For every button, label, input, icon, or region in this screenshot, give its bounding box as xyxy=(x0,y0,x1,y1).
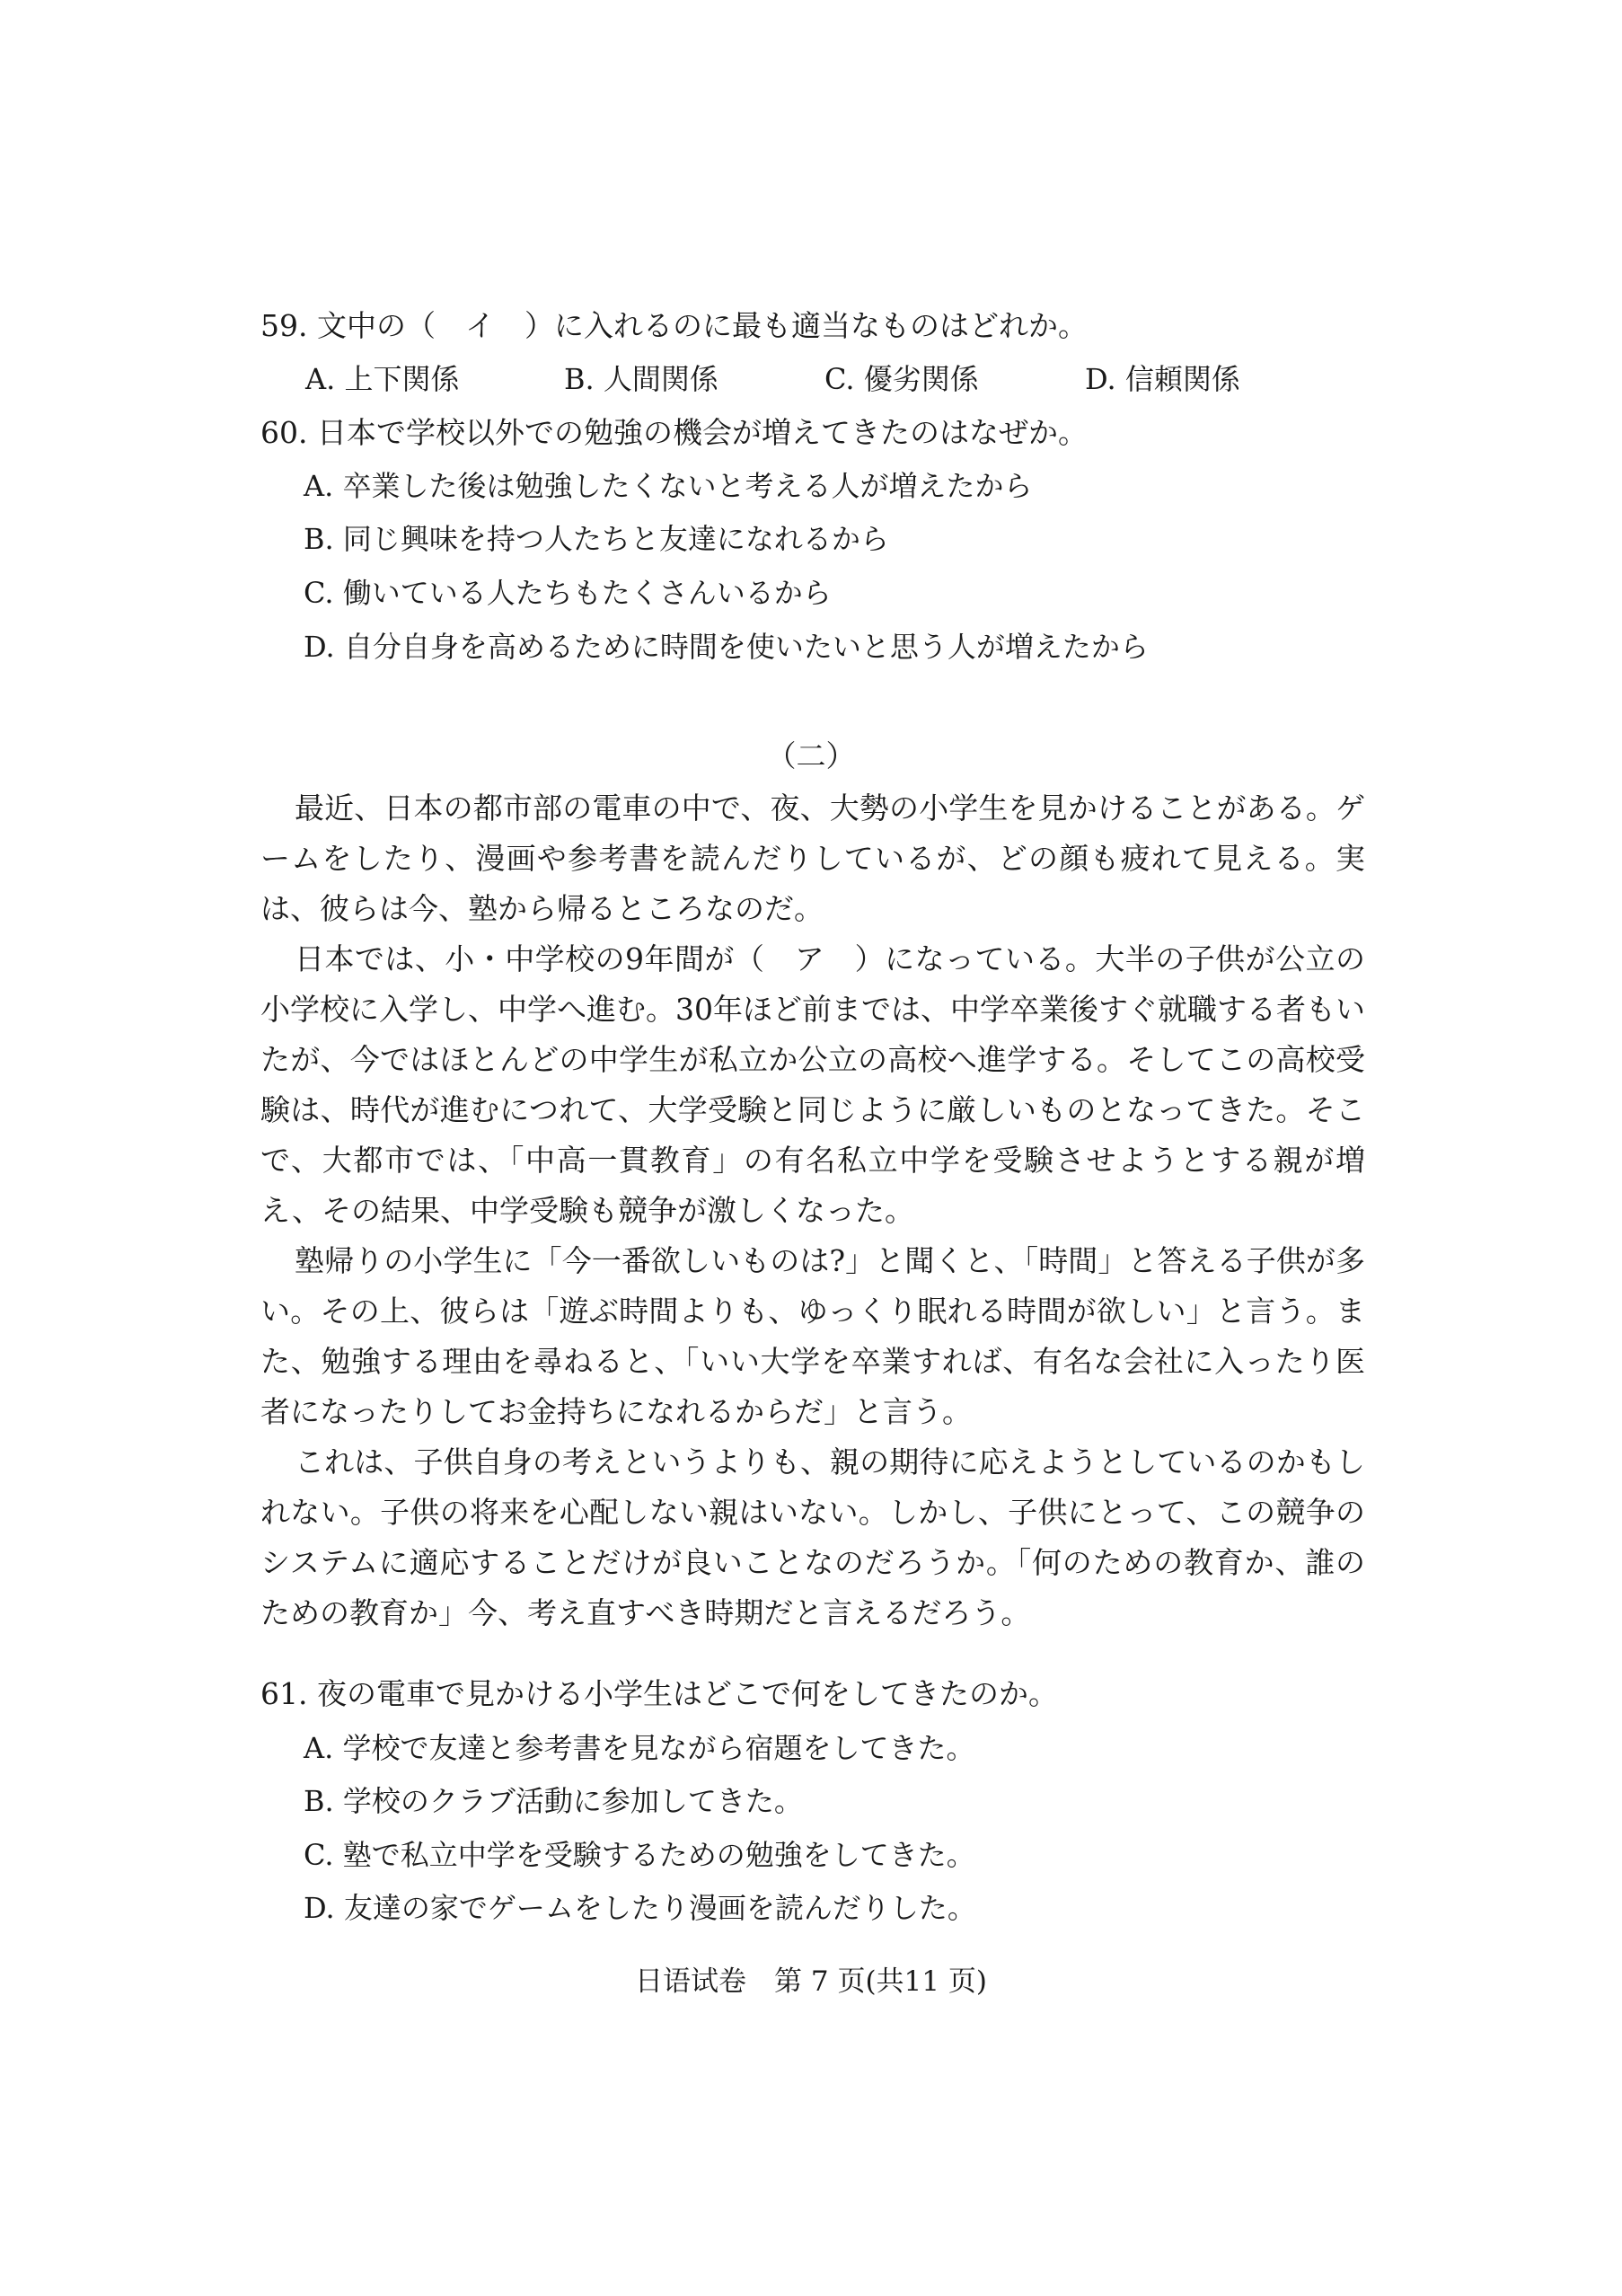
question-59: 59. 文中の（ イ ）に入れるのに最も適当なものはどれか。 xyxy=(260,308,1088,343)
q60-option-a: A. 卒業した後は勉強したくないと考える人が増えたから xyxy=(304,469,1033,503)
q59-option-a: A. 上下関係 xyxy=(305,362,460,396)
question-61: 61. 夜の電車で見かける小学生はどこで何をしてきたのか。 xyxy=(260,1676,1058,1711)
q60-option-c: C. 働いている人たちもたくさんいるから xyxy=(304,576,832,610)
q60-option-d: D. 自分自身を高めるために時間を使いたいと思う人が増えたから xyxy=(304,630,1149,664)
q61-option-d: D. 友達の家でゲームをしたり漫画を読んだりした。 xyxy=(304,1891,976,1925)
q61-option-c: C. 塾で私立中学を受験するための勉強をしてきた。 xyxy=(304,1838,975,1872)
question-60: 60. 日本で学校以外での勉強の機会が増えてきたのはなぜか。 xyxy=(260,415,1088,450)
q59-option-b: B. 人間関係 xyxy=(564,362,718,396)
section-heading: （二） xyxy=(766,738,856,773)
page-footer: 日语试卷 第 7 页(共11 页) xyxy=(635,1965,987,1998)
q60-option-b: B. 同じ興味を持つ人たちと友達になれるから xyxy=(304,522,889,556)
q61-option-b: B. 学校のクラブ活動に参加してきた。 xyxy=(304,1784,803,1818)
q59-option-d: D. 信頼関係 xyxy=(1085,362,1240,396)
q59-option-c: C. 優劣関係 xyxy=(824,362,979,396)
passage-paragraph-2: 日本では、小・中学校の9年間が（ ア ）になっている。大半の子供が公立の小学校に入学し、中学へ進む。30年ほど前までは、中学卒業後すぐ就職する者もいたが、今ではほとんどの中学生が私立か公立の高校へ進学する。そしてこの高校受験は、時代が進むにつれて、大学受験と同じように厳しいものとなってきた。そこで、大都市では、「中高一貫教育」の有名私立中学を受験させようとする親が増え、その結果、中学受験も競争が激しくなった。 xyxy=(260,941,1365,1228)
passage-paragraph-4: これは、子供自身の考えというよりも、親の期待に応えようとしているのかもしれない。子供の将来を心配しない親はいない。しかし、子供にとって、この競争のシステムに適応することだけが良いことなのだろうか。「何のための教育か、誰のための教育か」今、考え直すべき時期だと言えるだろう。 xyxy=(260,1444,1365,1630)
q61-option-a: A. 学校で友達と参考書を見ながら宿題をしてきた。 xyxy=(304,1731,975,1765)
passage-paragraph-3: 塾帰りの小学生に「今一番欲しいものは?」と聞くと、「時間」と答える子供が多い。その上、彼らは「遊ぶ時間よりも、ゆっくり眠れる時間が欲しい」と言う。また、勉強する理由を尋ねると、「いい大学を卒業すれば、有名な会社に入ったり医者になったりしてお金持ちになれるからだ」と言う。 xyxy=(260,1243,1366,1429)
reading-passage xyxy=(260,783,1365,1638)
passage-paragraph-1: 最近、日本の都市部の電車の中で、夜、大勢の小学生を見かけることがある。ゲームをしたり、漫画や参考書を読んだりしているが、どの顔も疲れて見える。実は、彼らは今、塾から帰るところなのだ。 xyxy=(260,790,1365,926)
